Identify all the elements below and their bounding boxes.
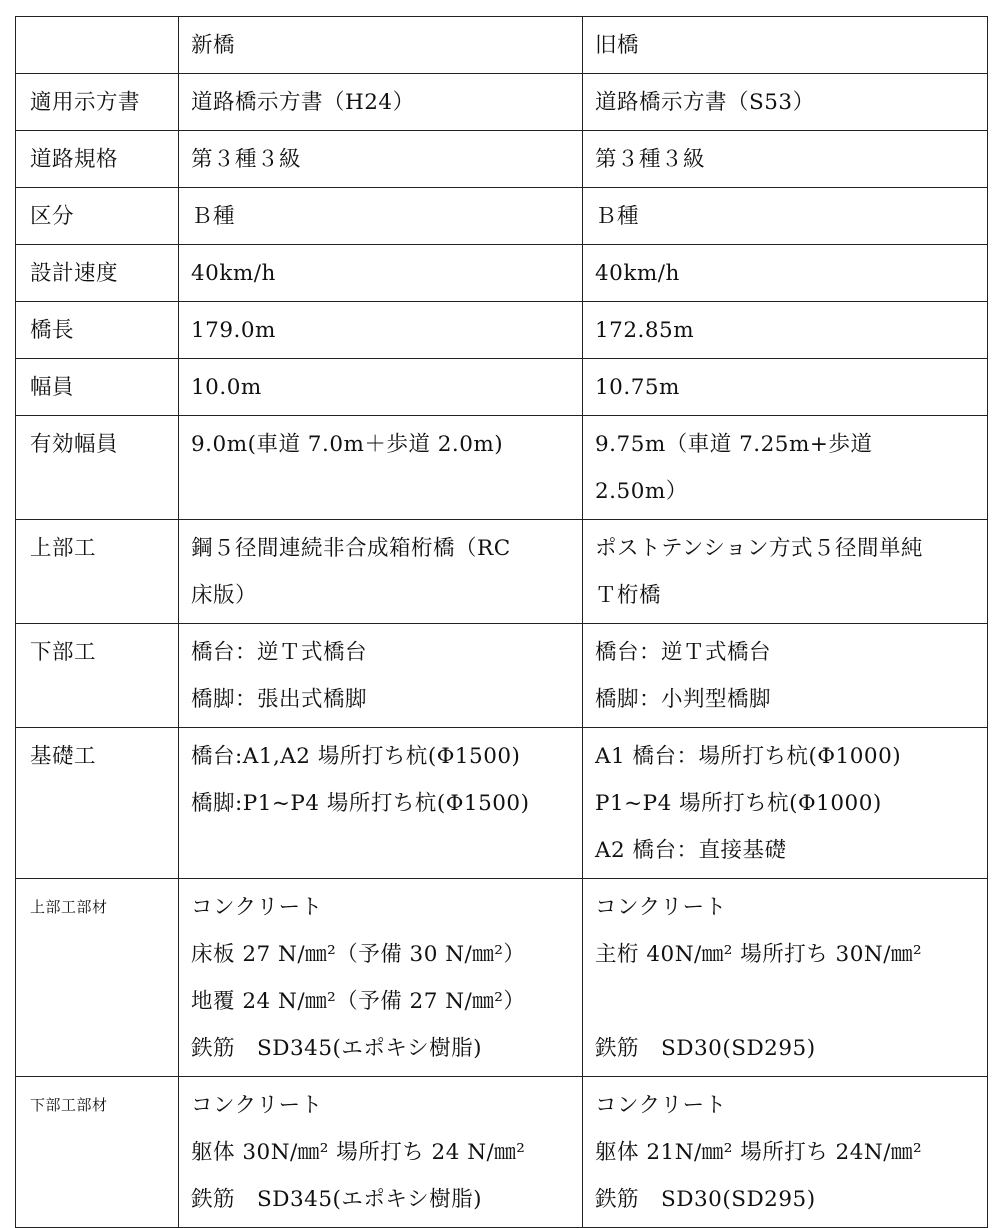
table-row bbox=[16, 416, 988, 520]
old-bridge-cell bbox=[583, 188, 988, 245]
old-bridge-cell bbox=[583, 1077, 988, 1228]
row-label: 道路規格 bbox=[16, 131, 179, 188]
cell-line: 躯体 30N/㎜² 場所打ち 24 N/㎜² bbox=[191, 1140, 526, 1165]
cell-line: 第３種３級 bbox=[595, 147, 706, 172]
cell-line: A2 橋台：直接基礎 bbox=[595, 838, 787, 863]
cell-line: コンクリート bbox=[595, 895, 727, 920]
old-bridge-cell bbox=[583, 728, 988, 879]
row-label: 適用示方書 bbox=[16, 74, 179, 131]
cell-line: 10.75m bbox=[595, 375, 680, 400]
cell-line: 橋脚：小判型橋脚 bbox=[595, 687, 772, 712]
table-row bbox=[16, 624, 988, 728]
new-bridge-cell bbox=[179, 74, 583, 131]
new-bridge-cell bbox=[179, 245, 583, 302]
new-bridge-cell bbox=[179, 131, 583, 188]
cell-line: Ｂ種 bbox=[191, 204, 236, 229]
new-bridge-cell bbox=[179, 188, 583, 245]
new-bridge-cell bbox=[179, 624, 583, 728]
old-bridge-cell bbox=[583, 624, 988, 728]
new-bridge-cell bbox=[179, 302, 583, 359]
old-bridge-cell bbox=[583, 520, 988, 624]
cell-line: 第３種３級 bbox=[191, 147, 302, 172]
table-row bbox=[16, 131, 988, 188]
row-label: 下部工 bbox=[16, 624, 179, 728]
bridge-spec-table bbox=[15, 16, 988, 1228]
row-label: 幅員 bbox=[16, 359, 179, 416]
cell-line: Ｔ桁橋 bbox=[595, 583, 662, 608]
table-row bbox=[16, 728, 988, 879]
table-row bbox=[16, 188, 988, 245]
new-bridge-cell bbox=[179, 520, 583, 624]
cell-line: 橋台：逆Ｔ式橋台 bbox=[595, 640, 772, 665]
table-row bbox=[16, 74, 988, 131]
cell-line: 躯体 21N/㎜² 場所打ち 24N/㎜² bbox=[595, 1140, 923, 1165]
cell-line: 床版） bbox=[191, 583, 258, 608]
cell-line: 40km/h bbox=[595, 261, 680, 286]
cell-line: 鉄筋 SD345(エポキシ樹脂) bbox=[191, 1036, 483, 1061]
cell-line: コンクリート bbox=[595, 1093, 727, 1118]
cell-line: 2.50m） bbox=[595, 479, 688, 504]
row-label: 上部工 bbox=[16, 520, 179, 624]
cell-line: 橋脚:P1~P4 場所打ち杭(Φ1500) bbox=[191, 791, 530, 816]
cell-line: 179.0m bbox=[191, 318, 276, 343]
new-bridge-cell bbox=[179, 879, 583, 1077]
row-label: 下部工部材 bbox=[16, 1077, 179, 1228]
old-bridge-cell bbox=[583, 416, 988, 520]
cell-line: 道路橋示方書（H24） bbox=[191, 90, 415, 115]
table-row bbox=[16, 520, 988, 624]
cell-line: 橋脚：張出式橋脚 bbox=[191, 687, 368, 712]
cell-line: 40km/h bbox=[191, 261, 276, 286]
cell-line: 鉄筋 SD30(SD295) bbox=[595, 1036, 816, 1061]
cell-line: 9.0m(車道 7.0m＋歩道 2.0m) bbox=[191, 432, 504, 457]
old-bridge-cell bbox=[583, 879, 988, 1077]
new-bridge-cell bbox=[179, 416, 583, 520]
table-row bbox=[16, 359, 988, 416]
cell-line: 10.0m bbox=[191, 375, 262, 400]
table-row bbox=[16, 302, 988, 359]
cell-line: コンクリート bbox=[191, 895, 323, 920]
row-label: 基礎工 bbox=[16, 728, 179, 879]
cell-line: 地覆 24 N/㎜²（予備 27 N/㎜²） bbox=[191, 989, 526, 1014]
header-new-bridge: 新橋 bbox=[179, 17, 583, 74]
old-bridge-cell bbox=[583, 359, 988, 416]
header-old-bridge: 旧橋 bbox=[583, 17, 988, 74]
new-bridge-cell bbox=[179, 359, 583, 416]
row-label: 区分 bbox=[16, 188, 179, 245]
row-label: 上部工部材 bbox=[16, 879, 179, 1077]
old-bridge-cell bbox=[583, 74, 988, 131]
row-label: 有効幅員 bbox=[16, 416, 179, 520]
old-bridge-cell bbox=[583, 245, 988, 302]
cell-line: 床板 27 N/㎜²（予備 30 N/㎜²） bbox=[191, 942, 526, 967]
cell-line: P1~P4 場所打ち杭(Φ1000) bbox=[595, 791, 882, 816]
header-corner-cell bbox=[16, 17, 179, 74]
cell-line: Ｂ種 bbox=[595, 204, 640, 229]
cell-line: 道路橋示方書（S53） bbox=[595, 90, 815, 115]
new-bridge-cell bbox=[179, 1077, 583, 1228]
old-bridge-cell bbox=[583, 302, 988, 359]
table-row bbox=[16, 879, 988, 1077]
cell-line: 鋼５径間連続非合成箱桁橋（RC bbox=[191, 536, 511, 561]
cell-line: 橋台：逆Ｔ式橋台 bbox=[191, 640, 368, 665]
old-bridge-cell bbox=[583, 131, 988, 188]
blank-line bbox=[595, 978, 975, 1025]
cell-line: 橋台:A1,A2 場所打ち杭(Φ1500) bbox=[191, 744, 521, 769]
cell-line: コンクリート bbox=[191, 1093, 323, 1118]
cell-line: ポストテンション方式５径間単純 bbox=[595, 536, 923, 561]
cell-line: 主桁 40N/㎜² 場所打ち 30N/㎜² bbox=[595, 942, 923, 967]
cell-line: 9.75m（車道 7.25m+歩道 bbox=[595, 432, 873, 457]
new-bridge-cell bbox=[179, 728, 583, 879]
cell-line: 172.85m bbox=[595, 318, 695, 343]
cell-line: A1 橋台：場所打ち杭(Φ1000) bbox=[595, 744, 902, 769]
cell-line: 鉄筋 SD345(エポキシ樹脂) bbox=[191, 1187, 483, 1212]
cell-line: 鉄筋 SD30(SD295) bbox=[595, 1187, 816, 1212]
table-row bbox=[16, 1077, 988, 1228]
row-label: 設計速度 bbox=[16, 245, 179, 302]
header-row bbox=[16, 17, 988, 74]
row-label: 橋長 bbox=[16, 302, 179, 359]
table-row bbox=[16, 245, 988, 302]
